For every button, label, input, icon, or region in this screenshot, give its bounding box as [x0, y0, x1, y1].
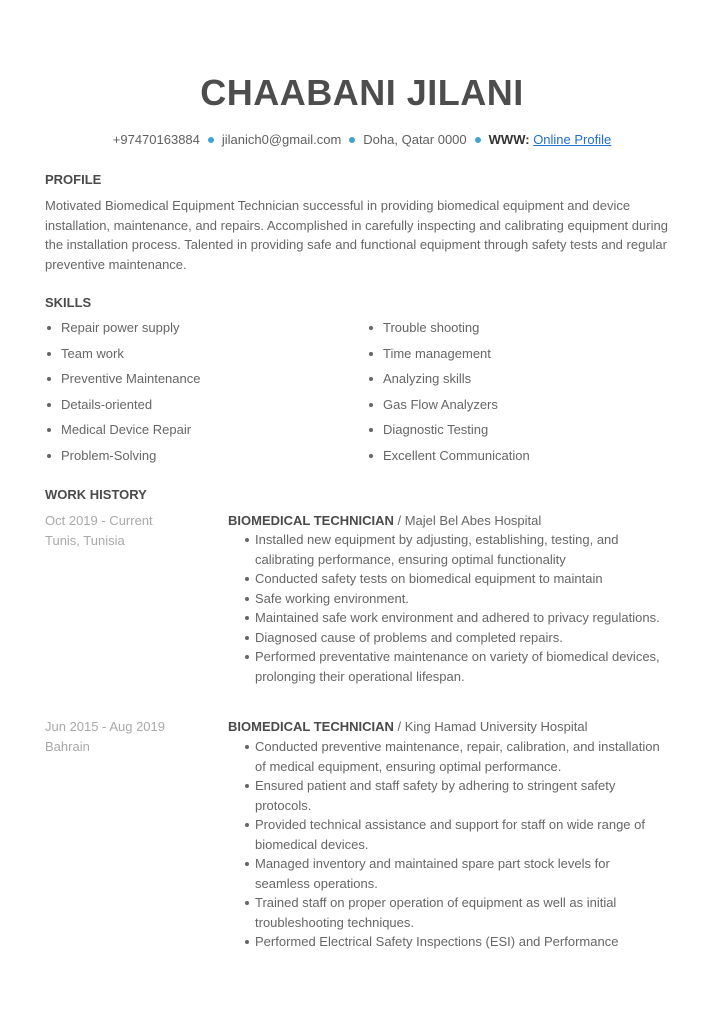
bullet-dot-icon — [349, 137, 355, 143]
skill-item: Analyzing skills — [367, 369, 530, 395]
bullet-dot-icon — [208, 137, 214, 143]
skill-item: Gas Flow Analyzers — [367, 395, 530, 421]
skill-item: Trouble shooting — [367, 318, 530, 344]
profile-summary: Motivated Biomedical Equipment Technician successful in providing biomedical equipment and device installation, maintenance, and repairs. Accomplished in carefully inspecting and calibrating equipment during the installation process. Talented in providing safe and functional equipment through safety tests and regular preventive maintenance. — [45, 198, 668, 272]
job-location: Bahrain — [45, 738, 90, 754]
skills-heading: SKILLS — [45, 295, 92, 310]
job-duty: Installed new equipment by adjusting, establishing, testing, and calibrating performance, ensuring optimal functionality — [228, 530, 668, 569]
job-duty: Safe working environment. — [228, 589, 668, 609]
skill-item: Team work — [45, 344, 200, 370]
job-employer: / King Hamad University Hospital — [393, 719, 588, 734]
job-duty: Maintained safe work environment and adhered to privacy regulations. — [228, 608, 668, 628]
job-duties — [228, 530, 668, 686]
job-role: BIOMEDICAL TECHNICIAN — [228, 513, 394, 528]
job-duty: Performed Electrical Safety Inspections (ESI) and Performance — [228, 932, 668, 952]
www-label: WWW: — [488, 132, 530, 147]
skills-list-left — [45, 318, 200, 472]
skill-item: Details-oriented — [45, 395, 200, 421]
location: Doha, Qatar 0000 — [363, 132, 467, 147]
job-duty: Conducted safety tests on biomedical equipment to maintain — [228, 569, 668, 589]
job-dates — [45, 511, 153, 550]
skill-item: Medical Device Repair — [45, 420, 200, 446]
skill-item: Problem-Solving — [45, 446, 200, 472]
skill-item: Repair power supply — [45, 318, 200, 344]
job-dates — [45, 717, 165, 756]
email-address: jilanich0@gmail.com — [221, 132, 342, 147]
job-title-line — [228, 511, 541, 531]
skill-item: Time management — [367, 344, 530, 370]
bullet-dot-icon — [475, 137, 481, 143]
skills-list-right — [367, 318, 530, 472]
job-duty: Diagnosed cause of problems and completed repairs. — [228, 628, 668, 648]
skill-item: Preventive Maintenance — [45, 369, 200, 395]
work-history-heading: WORK HISTORY — [45, 487, 147, 502]
job-location: Tunis, Tunisia — [45, 532, 125, 548]
job-date-range: Oct 2019 - Current — [45, 513, 153, 528]
skill-item: Diagnostic Testing — [367, 420, 530, 446]
job-duty: Performed preventative maintenance on variety of biomedical devices, prolonging their operational lifespan. — [228, 647, 668, 686]
job-date-range: Jun 2015 - Aug 2019 — [45, 719, 165, 734]
online-profile-link[interactable]: Online Profile — [533, 132, 612, 147]
job-title-line — [228, 717, 588, 737]
job-duties — [228, 737, 668, 952]
candidate-name: CHAABANI JILANI — [200, 72, 524, 113]
contact-line — [0, 132, 724, 147]
job-employer: / Majel Bel Abes Hospital — [393, 513, 542, 528]
job-duty: Trained staff on proper operation of equipment as well as initial troubleshooting techniques. — [228, 893, 668, 932]
job-duty: Ensured patient and staff safety by adhering to stringent safety protocols. — [228, 776, 668, 815]
profile-heading: PROFILE — [45, 172, 102, 187]
job-duty: Managed inventory and maintained spare part stock levels for seamless operations. — [228, 854, 668, 893]
skill-item: Excellent Communication — [367, 446, 530, 472]
phone-number: +97470163884 — [112, 132, 200, 147]
job-duty: Provided technical assistance and support for staff on wide range of biomedical devices. — [228, 815, 668, 854]
job-duty: Conducted preventive maintenance, repair, calibration, and installation of medical equipment, ensuring optimal performance. — [228, 737, 668, 776]
job-role: BIOMEDICAL TECHNICIAN — [228, 719, 394, 734]
